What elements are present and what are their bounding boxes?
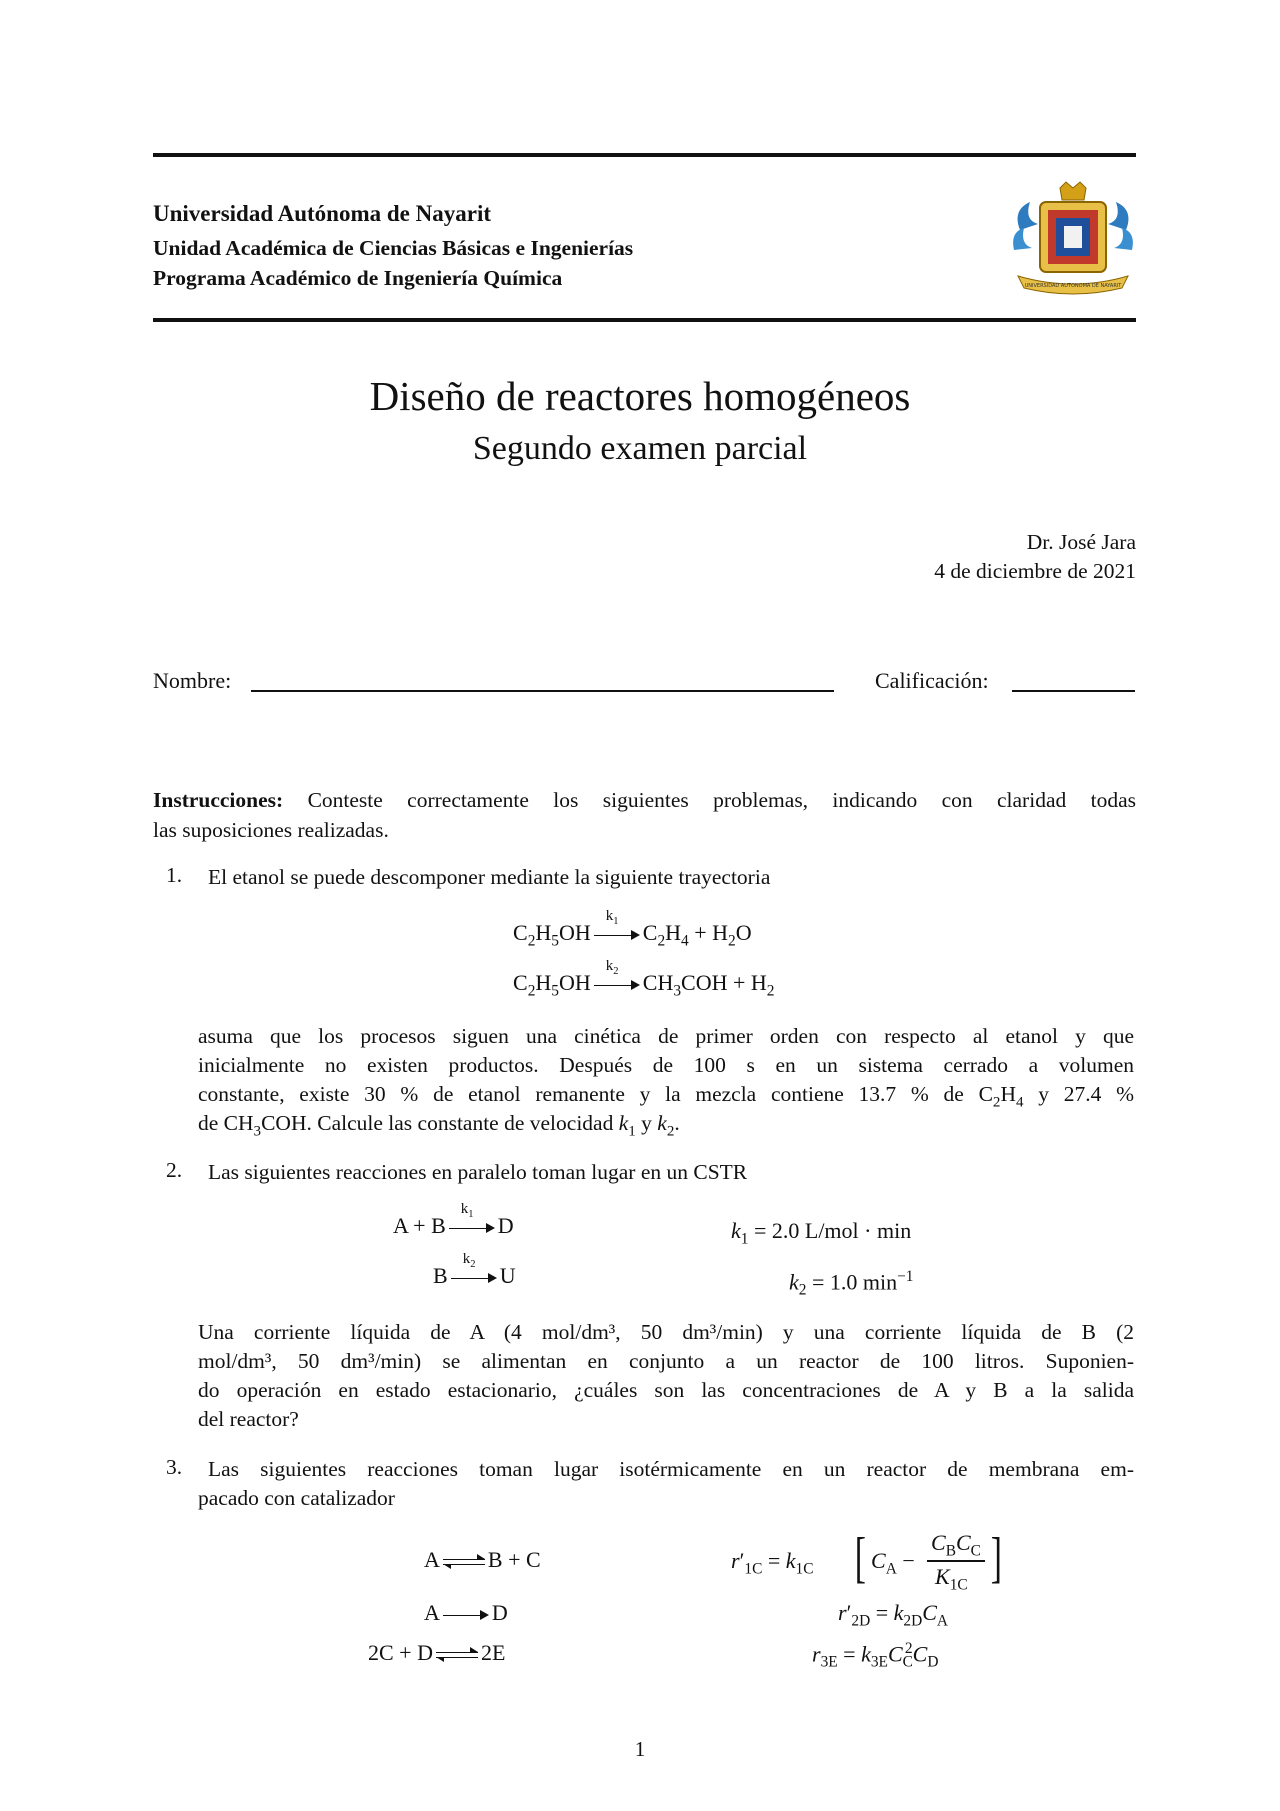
problem-3-text-line-2: pacado con catalizador [198,1486,395,1510]
exam-subtitle: Segundo examen parcial [472,430,808,467]
k1-value: = 2.0 L/mol · min [753,1218,912,1243]
page-number: 1 [634,1737,646,1761]
reaction-arrow [443,1608,489,1622]
name-field-line[interactable] [251,690,834,692]
problem-2-text-line-2: mol/dm³, 50 dm³/min) se alimentan en conjunto a un reactor de 100 litros. Suponien- [198,1349,1134,1373]
reaction-2b: B $k_2$ U [433,1250,516,1288]
problem-1-text-line-4: de $CH_3COH$. Calcule las constante de velocidad $k_1$ y $k_2$. [198,1111,680,1140]
rate-constant-k2: $k_2 = 1.0$ $\min^{-1}$ [789,1268,914,1299]
reaction-arrow: $k_1$ [594,928,640,942]
equilibrium-arrow [443,1555,485,1569]
exam-date: 4 de diciembre de 2021 [934,559,1136,583]
instructions-line-2: las suposiciones realizadas. [153,818,389,842]
problem-1-text-line-2: inicialmente no existen productos. Después de 100 s en un sistema cerrado a volumen [198,1053,1134,1077]
problem-1-text-line-3: constante, existe 30 % de etanol remanente y la mezcla contiene 13.7 % de $C_2H_4$ y 27.4 % [198,1082,1135,1111]
reaction-arrow: $k_1$ [449,1221,495,1235]
rate-law-3e: $r_{3E} = k_{3E}C_C^2C_D$ [812,1640,939,1671]
university-name: Universidad Autónoma de Nayarit [153,201,491,226]
problem-2-text-line-1: Una corriente líquida de A (4 mol/dm³, 50 dm³/min) y una corriente líquida de B (2 [198,1320,1134,1344]
rate-law-2d: $r'_{2D} = k_{2D}C_A$ [838,1600,948,1630]
reaction-1b: $C_2H_5OH$ $k_2$ $CH_3COH + H_2$ [513,957,775,1000]
problem-1-text-line-1: asuma que los procesos siguen una cinética de primer orden con respecto al etanol y que [198,1024,1134,1048]
university-seal-logo [1010,180,1136,298]
exam-title: Diseño de reactores homogéneos [369,373,911,419]
k2-value: = 1.0 min [811,1269,898,1295]
problem-1-text-4c: y [641,1111,652,1135]
rate-constant-k1: $k_1 = 2.0$ L/mol · min [731,1218,912,1248]
problem-2-number: 2. [166,1158,183,1182]
problem-1-text-3b: y 27.4 % [1038,1082,1135,1106]
problem-1-number: 1. [166,863,183,887]
problem-3-text-line-1: Las siguientes reacciones toman lugar isotérmicamente en un reactor de membrana em- [208,1457,1134,1481]
problem-2-text-line-3: do operación en estado estacionario, ¿cuáles son las concentraciones de A y B a la salida [198,1378,1134,1402]
grade-label: Calificación: [875,668,989,693]
name-label: Nombre: [153,668,232,693]
problem-1-text-4b: . Calcule las constante de velocidad [306,1111,614,1135]
reaction-1a: $C_2H_5OH$ $k_1$ $C_2H_4 + H_2O$ [513,907,752,950]
reaction-arrow: $k_2$ [451,1271,497,1285]
problem-1-text-3a: constante, existe 30 % de etanol remanente y la mezcla contiene 13.7 % de [198,1082,964,1106]
reaction-3b: A D [424,1600,508,1625]
instructions-line-1 [153,788,1136,813]
reaction-3c: 2C + D 2E [368,1640,506,1665]
academic-unit: Unidad Académica de Ciencias Básicas e Ingenierías [153,236,634,260]
reaction-2a: A + B $k_1$ D [393,1200,514,1238]
reaction-arrow: $k_2$ [594,978,640,992]
problem-3-number: 3. [166,1455,183,1479]
top-rule [153,153,1136,157]
author-name: Dr. José Jara [1026,530,1136,554]
header-bottom-rule [153,318,1136,322]
instructions-text-1: Conteste correctamente los siguientes problemas, indicando con claridad todas [307,788,1136,812]
reaction-3a: A B + C [424,1547,541,1572]
grade-field-line[interactable] [1012,690,1135,692]
equilibrium-arrow [436,1648,478,1662]
problem-1-intro: El etanol se puede descomponer mediante la siguiente trayectoria [208,865,771,889]
problem-1-text-4a: de [198,1111,219,1135]
problem-2-text-line-4: del reactor? [198,1407,299,1431]
problem-2-intro: Las siguientes reacciones en paralelo toman lugar en un CSTR [208,1160,748,1184]
academic-program: Programa Académico de Ingeniería Química [153,266,563,290]
instructions-label: Instrucciones: [153,788,284,812]
svg-text:UNIVERSIDAD AUTONOMA DE NAYARI: UNIVERSIDAD AUTONOMA DE NAYARIT [1024,283,1122,289]
